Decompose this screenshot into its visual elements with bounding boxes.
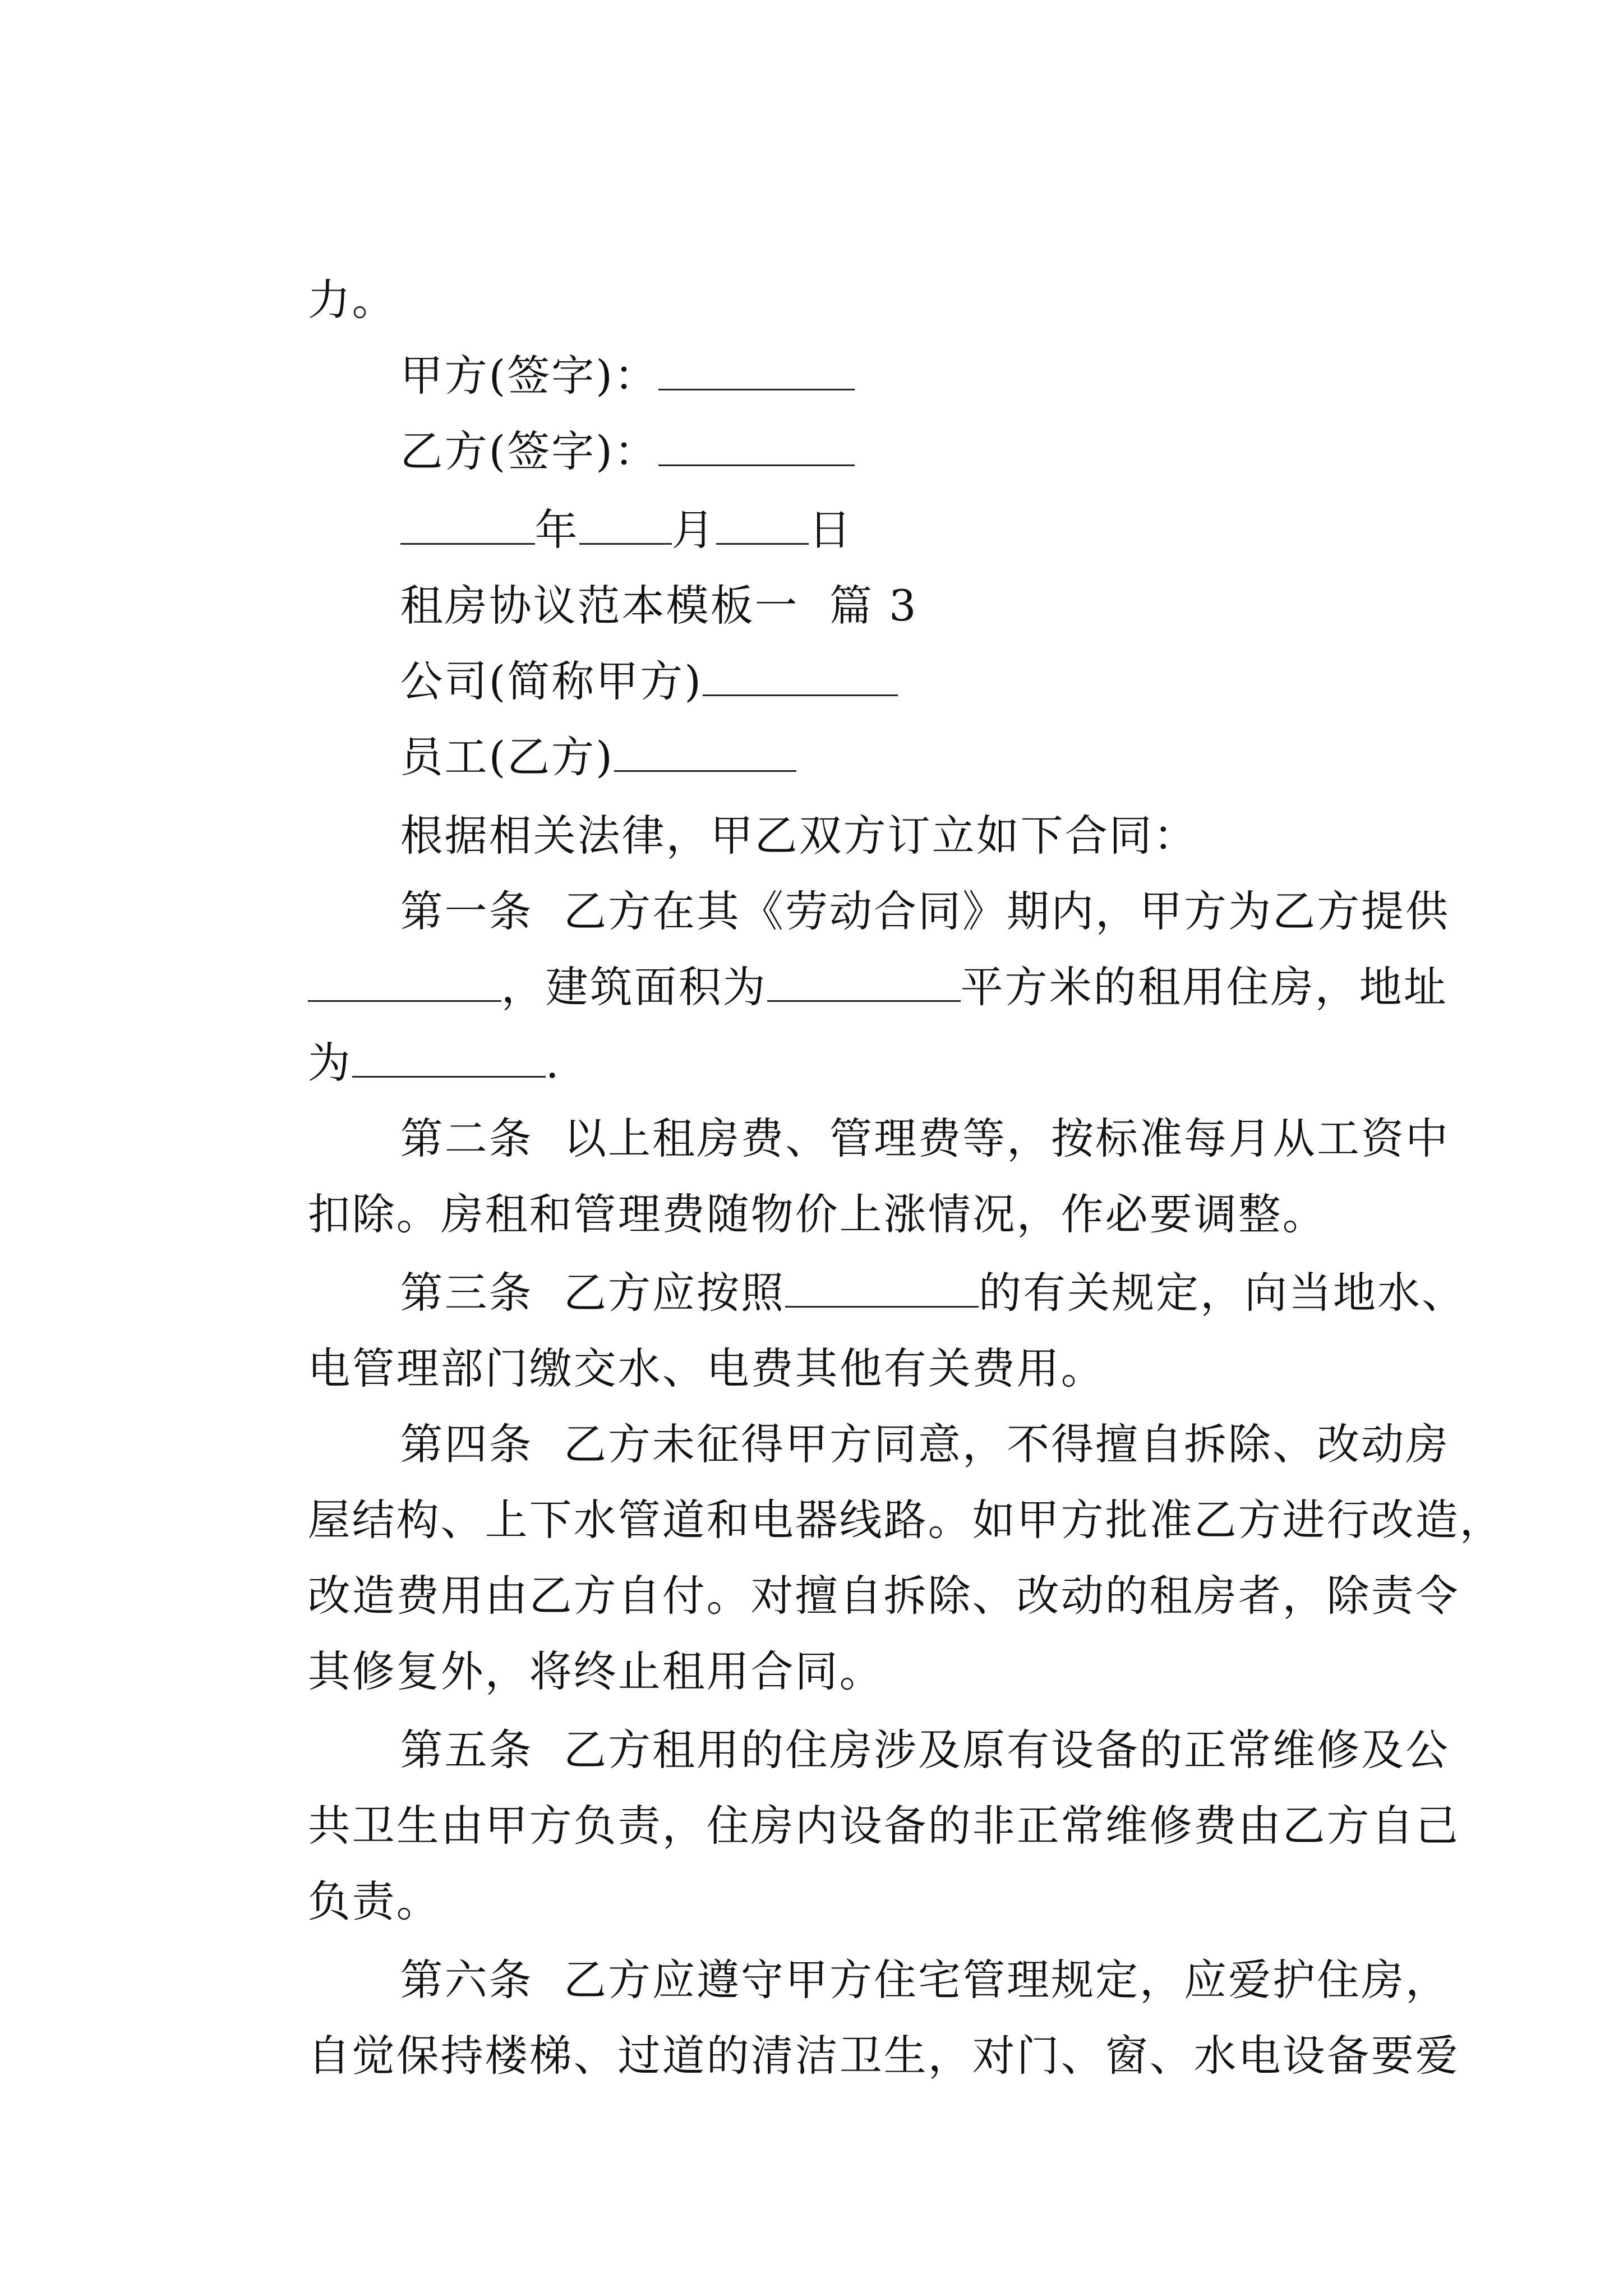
employee-label: 员工(乙方) xyxy=(400,732,614,782)
text-fragment: 力。 xyxy=(307,275,396,325)
text-fragment: 共卫生由甲方负责，住房内设备的非正常维修费由乙方自己 xyxy=(307,1801,1460,1851)
party-b-signature-label: 乙方(签字)： xyxy=(400,426,658,476)
text-fragment: 第六条 乙方应遵守甲方住宅管理规定，应爱护住房， xyxy=(400,1955,1450,2005)
text-fragment: 其修复外，将终止租用合同。 xyxy=(307,1646,884,1696)
section-heading-text: 租房协议范本模板一 篇 3 xyxy=(400,581,918,631)
company-label: 公司(简称甲方) xyxy=(400,656,703,706)
text-fragment: ，建筑面积为 xyxy=(501,962,767,1012)
text-fragment: 的有关规定，向当地水、 xyxy=(978,1268,1466,1318)
text-fragment: 第三条 乙方应按照 xyxy=(400,1268,785,1318)
text-fragment: 第四条 乙方未征得甲方同意，不得擅自拆除、改动房 xyxy=(400,1419,1450,1469)
text-fragment: 根据相关法律，甲乙双方订立如下合同： xyxy=(400,811,1198,861)
area-blank xyxy=(767,965,961,1002)
article-6-line xyxy=(247,1972,1460,2140)
month-label: 月 xyxy=(671,505,716,555)
text-fragment: 第五条 乙方租用的住房涉及原有设备的正常维修及公 xyxy=(400,1725,1450,1775)
text-fragment: . xyxy=(545,1038,561,1088)
text-fragment: 扣除。房租和管理费随物价上涨情况，作必要调整。 xyxy=(307,1189,1327,1239)
day-label: 日 xyxy=(808,505,853,555)
text-fragment: 第一条 乙方在其《劳动合同》期内，甲方为乙方提供 xyxy=(400,886,1450,936)
text-fragment: 屋结构、上下水管道和电器线路。如甲方批准乙方进行改造， xyxy=(307,1495,1504,1545)
text-fragment: 电管理部门缴交水、电费其他有关费用。 xyxy=(307,1343,1105,1393)
text-fragment: 平方米的租用住房，地址 xyxy=(960,962,1448,1012)
text-fragment: 负责。 xyxy=(307,1876,441,1926)
year-label: 年 xyxy=(534,505,579,555)
text-fragment: 第二条 以上租房费、管理费等，按标准每月从工资中 xyxy=(400,1114,1450,1163)
text-fragment: 为 xyxy=(307,1038,352,1088)
text-fragment: 自觉保持楼梯、过道的清洁卫生，对门、窗、水电设备要爱 xyxy=(307,2031,1460,2081)
party-a-signature-label: 甲方(签字)： xyxy=(400,351,658,401)
text-fragment: 改造费用由乙方自付。对擅自拆除、改动的租房者，除责令 xyxy=(307,1571,1460,1621)
